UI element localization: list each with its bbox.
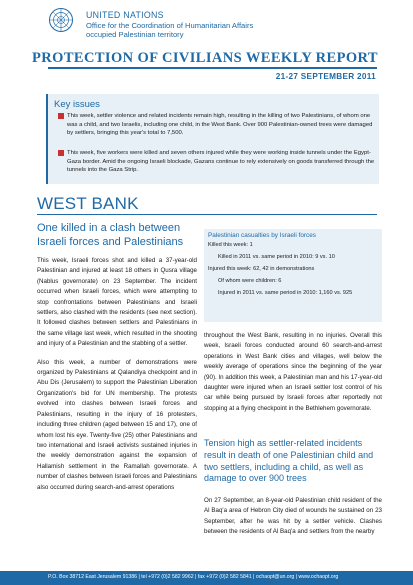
casualties-title: Palestinian casualties by Israeli forces [208, 232, 316, 239]
report-title: PROTECTION OF CIVILIANS WEEKLY REPORT [32, 50, 378, 66]
section-title: WEST BANK [37, 194, 139, 213]
subheading: Tension high as settler-related incidents result in death of one Palestinian child and two settlers, including a child, as well as damage to over 900 trees [204, 438, 374, 484]
casualties-row: Injured this week: 62, 42 in demonstrations [208, 266, 315, 272]
casualties-row: Killed this week: 1 [208, 242, 253, 248]
organization-block [86, 11, 253, 40]
header-divider [48, 67, 377, 69]
key-issue-text: This week, settler violence and related incidents remain high, resulting in the killing of two Palestinians, of whom one was a child, and two Israelis, including one child, in the West Bank. Over 900 Palestinian-owned trees were damaged by settlers, bringing this year's total to 7,500. [67, 113, 373, 136]
right-column: throughout the West Bank, resulting in no injuries. Overall this week, Israeli forces conducted around 60 search-and-arrest operations in West Bank cities and villages, well below the weekly average of operations since the beginning of the year (90). In addition this week, a Palestinian man and his 17-year-old daughter were injured when an Israeli settler lost control of his car while being pursued by Israeli forces after reportedly not stopping at a flying checkpoint in the Bethlehem governorate. [204, 332, 382, 412]
org-territory: occupied Palestinian territory [86, 30, 184, 39]
section-divider [37, 214, 377, 215]
bullet-icon [58, 150, 64, 156]
footer-bar [0, 571, 413, 585]
key-issues-box [46, 94, 379, 184]
org-office: Office for the Coordination of Humanitarian Affairs [86, 20, 254, 30]
key-issue-item [58, 149, 376, 175]
paragraph: This week, Israeli forces shot and killed a 37-year-old Palestinian and injured at least 18 others in Qusra village (Nablus governorate) on 23 September. The incident occurred when Israeli forces, which were attempting to stop confrontations between Palestinians and Israeli settlers, also clashed with the residents (see next section). It followed clashes between settlers and Palestinians in the same village last week, which resulted in the shooting and injury of a Palestinian and the stabbing of a settler. [37, 257, 197, 348]
key-issue-item [58, 112, 376, 138]
casualties-row: Injured in 2011 vs. same period in 2010: 1,160 vs. 925 [218, 290, 353, 296]
casualties-row: Killed in 2011 vs. same period in 2010: 9 vs. 10 [218, 254, 335, 260]
paragraph: Also this week, a number of demonstrations were organized by Palestinians at Qalandiya checkpoint and in Abu Dis (Jerusalem) to support the Palestinian Liberation Organization's bid for UN membership. The protests evolved into clashes between Israeli forces and Palestinians, resulting in the injury of 16 protesters, including three children (aged between 15 and 17), one of whom lost his eye. Twenty-five (25) other Palestinians and two international and Israeli activists sustained injuries in the weekly demonstration against the expansion of Hallamish settlement in the Ramallah governorate. A number of clashes between Israeli forces and Palestinians also occurred during search-and-arrest operations [37, 358, 197, 491]
footer-contact: P.O. Box 38712 East Jerusalem 91386 | tel +972 (0)2 582 9962 | fax +972 (0)2 582 5841 | ochaopt@un.org | www.ochaopt.org [48, 574, 339, 580]
casualties-box [204, 229, 382, 322]
key-issue-text: This week, five workers were killed and seven others injured while they were working inside tunnels under the Egypt-Gaza border. Amid the ongoing Israeli blockade, Gazans continue to rely extensively on goods transferred through the tunnels into the Gaza Strip. [67, 150, 375, 173]
report-date: 21-27 SEPTEMBER 2011 [275, 72, 376, 81]
org-name: UNITED NATIONS [86, 10, 164, 20]
left-column [37, 256, 197, 501]
key-issues-title: Key issues [54, 99, 100, 110]
casualties-row: Of whom were children: 6 [218, 278, 282, 284]
un-emblem-icon [48, 7, 74, 33]
article-title: One killed in a clash between Israeli forces and Palestinians [37, 222, 184, 248]
right-column-paragraph: On 27 September, an 8-year-old Palestinian child resident of the Al Baq'a area of Hebron City died of wounds he sustained on 23 September, after he was hit by a settler vehicle. Clashes between the residents of Al Baq'a and settlers from the nearby [204, 497, 382, 536]
bullet-icon [58, 113, 64, 119]
